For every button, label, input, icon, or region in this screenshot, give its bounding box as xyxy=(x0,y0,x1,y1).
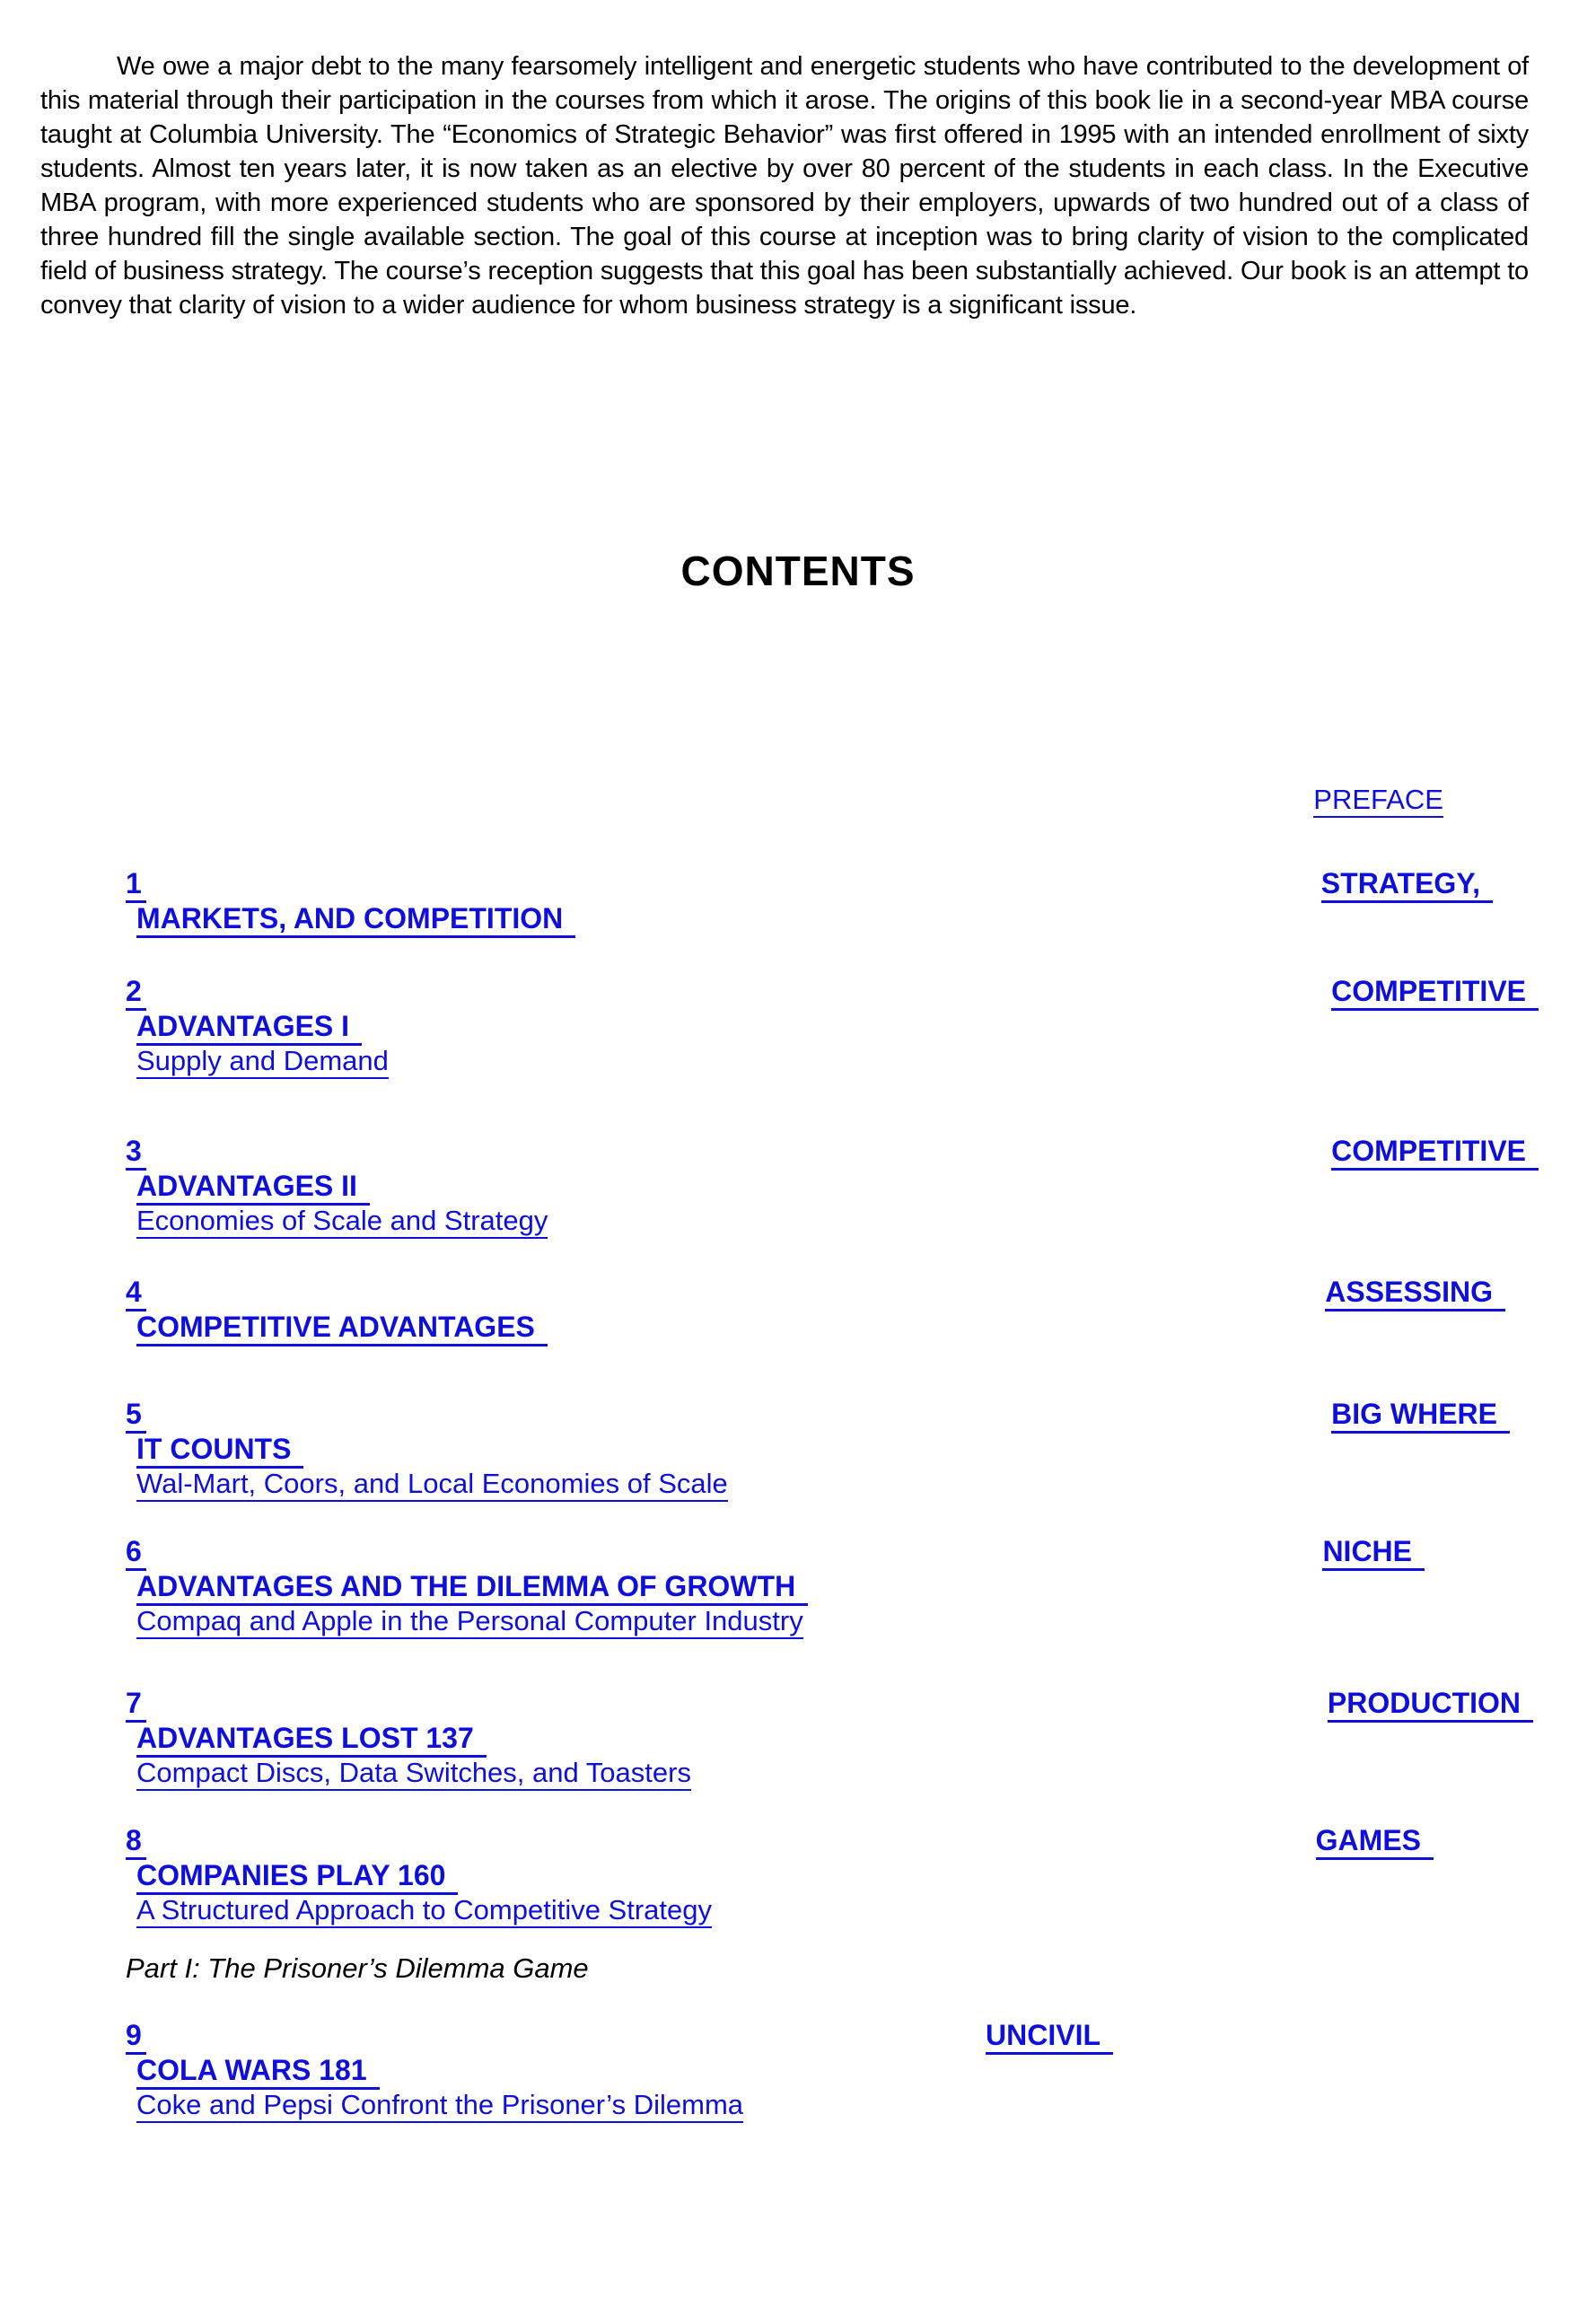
toc-entry-title-line xyxy=(136,1434,1539,1469)
chapter-number-link[interactable]: 5 xyxy=(126,1399,146,1434)
toc-entry-first-line xyxy=(126,1399,1539,1434)
toc-entry-3 xyxy=(126,1136,1539,1241)
toc-entry-2 xyxy=(126,976,1539,1081)
chapter-number-link[interactable]: 3 xyxy=(126,1136,146,1171)
chapter-subtitle-link[interactable]: Coke and Pepsi Confront the Prisoner’s Dilemma xyxy=(136,2090,743,2123)
toc-entry-8 xyxy=(126,1825,1539,1930)
toc-entry-subtitle-line xyxy=(136,2090,1539,2125)
chapter-number-link[interactable]: 1 xyxy=(126,868,146,903)
toc-entry-first-line xyxy=(126,2020,1539,2055)
toc-entry-title-line xyxy=(136,903,1539,938)
chapter-number-link[interactable]: 6 xyxy=(126,1536,146,1571)
chapter-subtitle-link[interactable]: A Structured Approach to Competitive Strategy xyxy=(136,1895,712,1928)
chapter-right-word-link[interactable]: PRODUCTION xyxy=(1328,1688,1533,1723)
toc-entry-first-line xyxy=(126,868,1539,903)
chapter-number-link[interactable]: 9 xyxy=(126,2020,146,2055)
chapter-subtitle-link[interactable]: Supply and Demand xyxy=(136,1046,389,1079)
toc-entry-first-line xyxy=(126,1688,1539,1723)
toc-entry-subtitle-line xyxy=(136,1046,1539,1081)
toc-entry-subtitle-line xyxy=(136,1758,1539,1793)
chapter-title-link[interactable]: COMPANIES PLAY 160 xyxy=(136,1860,458,1895)
toc-entry-first-line xyxy=(126,1825,1539,1860)
chapter-right-word-link[interactable]: ASSESSING xyxy=(1325,1276,1505,1311)
chapter-right-word-link[interactable]: BIG WHERE xyxy=(1331,1399,1510,1434)
chapter-right-word-link[interactable]: UNCIVIL xyxy=(986,2020,1113,2055)
contents-heading: CONTENTS xyxy=(680,548,916,594)
chapter-right-word-link[interactable]: GAMES xyxy=(1316,1825,1434,1860)
chapter-number-link[interactable]: 7 xyxy=(126,1688,146,1723)
toc-entry-5 xyxy=(126,1399,1539,1504)
table-of-contents xyxy=(126,785,1539,2125)
chapter-title-link[interactable]: COLA WARS 181 xyxy=(136,2055,380,2090)
toc-entry-title-line xyxy=(136,2055,1539,2090)
toc-entry-6 xyxy=(126,1536,1539,1641)
chapter-right-word-link[interactable]: COMPETITIVE xyxy=(1331,976,1539,1011)
toc-entry-subtitle-line xyxy=(136,1206,1539,1241)
chapter-title-link[interactable]: ADVANTAGES LOST 137 xyxy=(136,1723,487,1758)
chapter-title-link[interactable]: COMPETITIVE ADVANTAGES xyxy=(136,1311,548,1346)
preface-link[interactable]: PREFACE xyxy=(1313,785,1443,818)
toc-entry-9 xyxy=(126,2020,1539,2125)
toc-entry-title-line xyxy=(136,1311,1539,1346)
toc-entry-first-line xyxy=(126,1136,1539,1171)
chapter-subtitle-link[interactable]: Compaq and Apple in the Personal Computer Industry xyxy=(136,1606,803,1639)
toc-entry-first-line xyxy=(126,976,1539,1011)
toc-entry-first-line xyxy=(126,1276,1539,1311)
chapter-subtitle-link[interactable]: Compact Discs, Data Switches, and Toasters xyxy=(136,1758,691,1791)
chapter-subtitle-link[interactable]: Wal-Mart, Coors, and Local Economies of Scale xyxy=(136,1469,728,1502)
intro-paragraph: We owe a major debt to the many fearsomely intelligent and energetic students who have contributed to the development of this material through their participation in the courses from which it arose. The origins of this book lie in a second-year MBA course taught at Columbia University. The “Economics of Strategic Behavior” was first offered in 1995 with an intended enrollment of sixty students. Almost ten years later, it is now taken as an elective by over 80 percent of the students in each class. In the Executive MBA program, with more experienced students who are sponsored by their employers, upwards of two hundred out of a class of three hundred fill the single available section. The goal of this course at inception was to bring clarity of vision to the complicated field of business strategy. The course’s reception suggests that this goal has been substantially achieved. Our book is an attempt to convey that clarity of vision to a wider audience for whom business strategy is a significant issue. xyxy=(40,52,1529,320)
toc-entry-title-line xyxy=(136,1860,1539,1895)
chapter-title-link[interactable]: IT COUNTS xyxy=(136,1434,303,1469)
toc-entry-subtitle-line xyxy=(136,1469,1539,1504)
toc-entry-first-line xyxy=(126,1536,1539,1571)
chapter-subtitle-link[interactable]: Economies of Scale and Strategy xyxy=(136,1206,548,1239)
chapter-title-link[interactable]: ADVANTAGES AND THE DILEMMA OF GROWTH xyxy=(136,1571,808,1606)
toc-entry-subtitle-line xyxy=(136,1606,1539,1641)
toc-entry-7 xyxy=(126,1688,1539,1793)
chapter-right-word-link[interactable]: NICHE xyxy=(1322,1536,1425,1571)
toc-entry-1 xyxy=(126,868,1539,938)
part-divider: Part I: The Prisoner’s Dilemma Game xyxy=(126,1952,589,1984)
chapter-number-link[interactable]: 8 xyxy=(126,1825,146,1860)
toc-entry-subtitle-line xyxy=(136,1895,1539,1930)
toc-entry-title-line xyxy=(136,1723,1539,1758)
chapter-title-link[interactable]: MARKETS, AND COMPETITION xyxy=(136,903,575,938)
chapter-right-word-link[interactable]: STRATEGY, xyxy=(1321,868,1493,903)
toc-entry-title-line xyxy=(136,1571,1539,1606)
chapter-right-word-link[interactable]: COMPETITIVE xyxy=(1331,1136,1539,1171)
toc-entry-title-line xyxy=(136,1011,1539,1046)
chapter-title-link[interactable]: ADVANTAGES I xyxy=(136,1011,362,1046)
toc-entry-4 xyxy=(126,1276,1539,1346)
chapter-title-link[interactable]: ADVANTAGES II xyxy=(136,1171,370,1206)
preface-row xyxy=(126,785,1539,820)
chapter-number-link[interactable]: 2 xyxy=(126,976,146,1011)
toc-entry-title-line xyxy=(136,1171,1539,1206)
chapter-number-link[interactable]: 4 xyxy=(126,1276,146,1311)
